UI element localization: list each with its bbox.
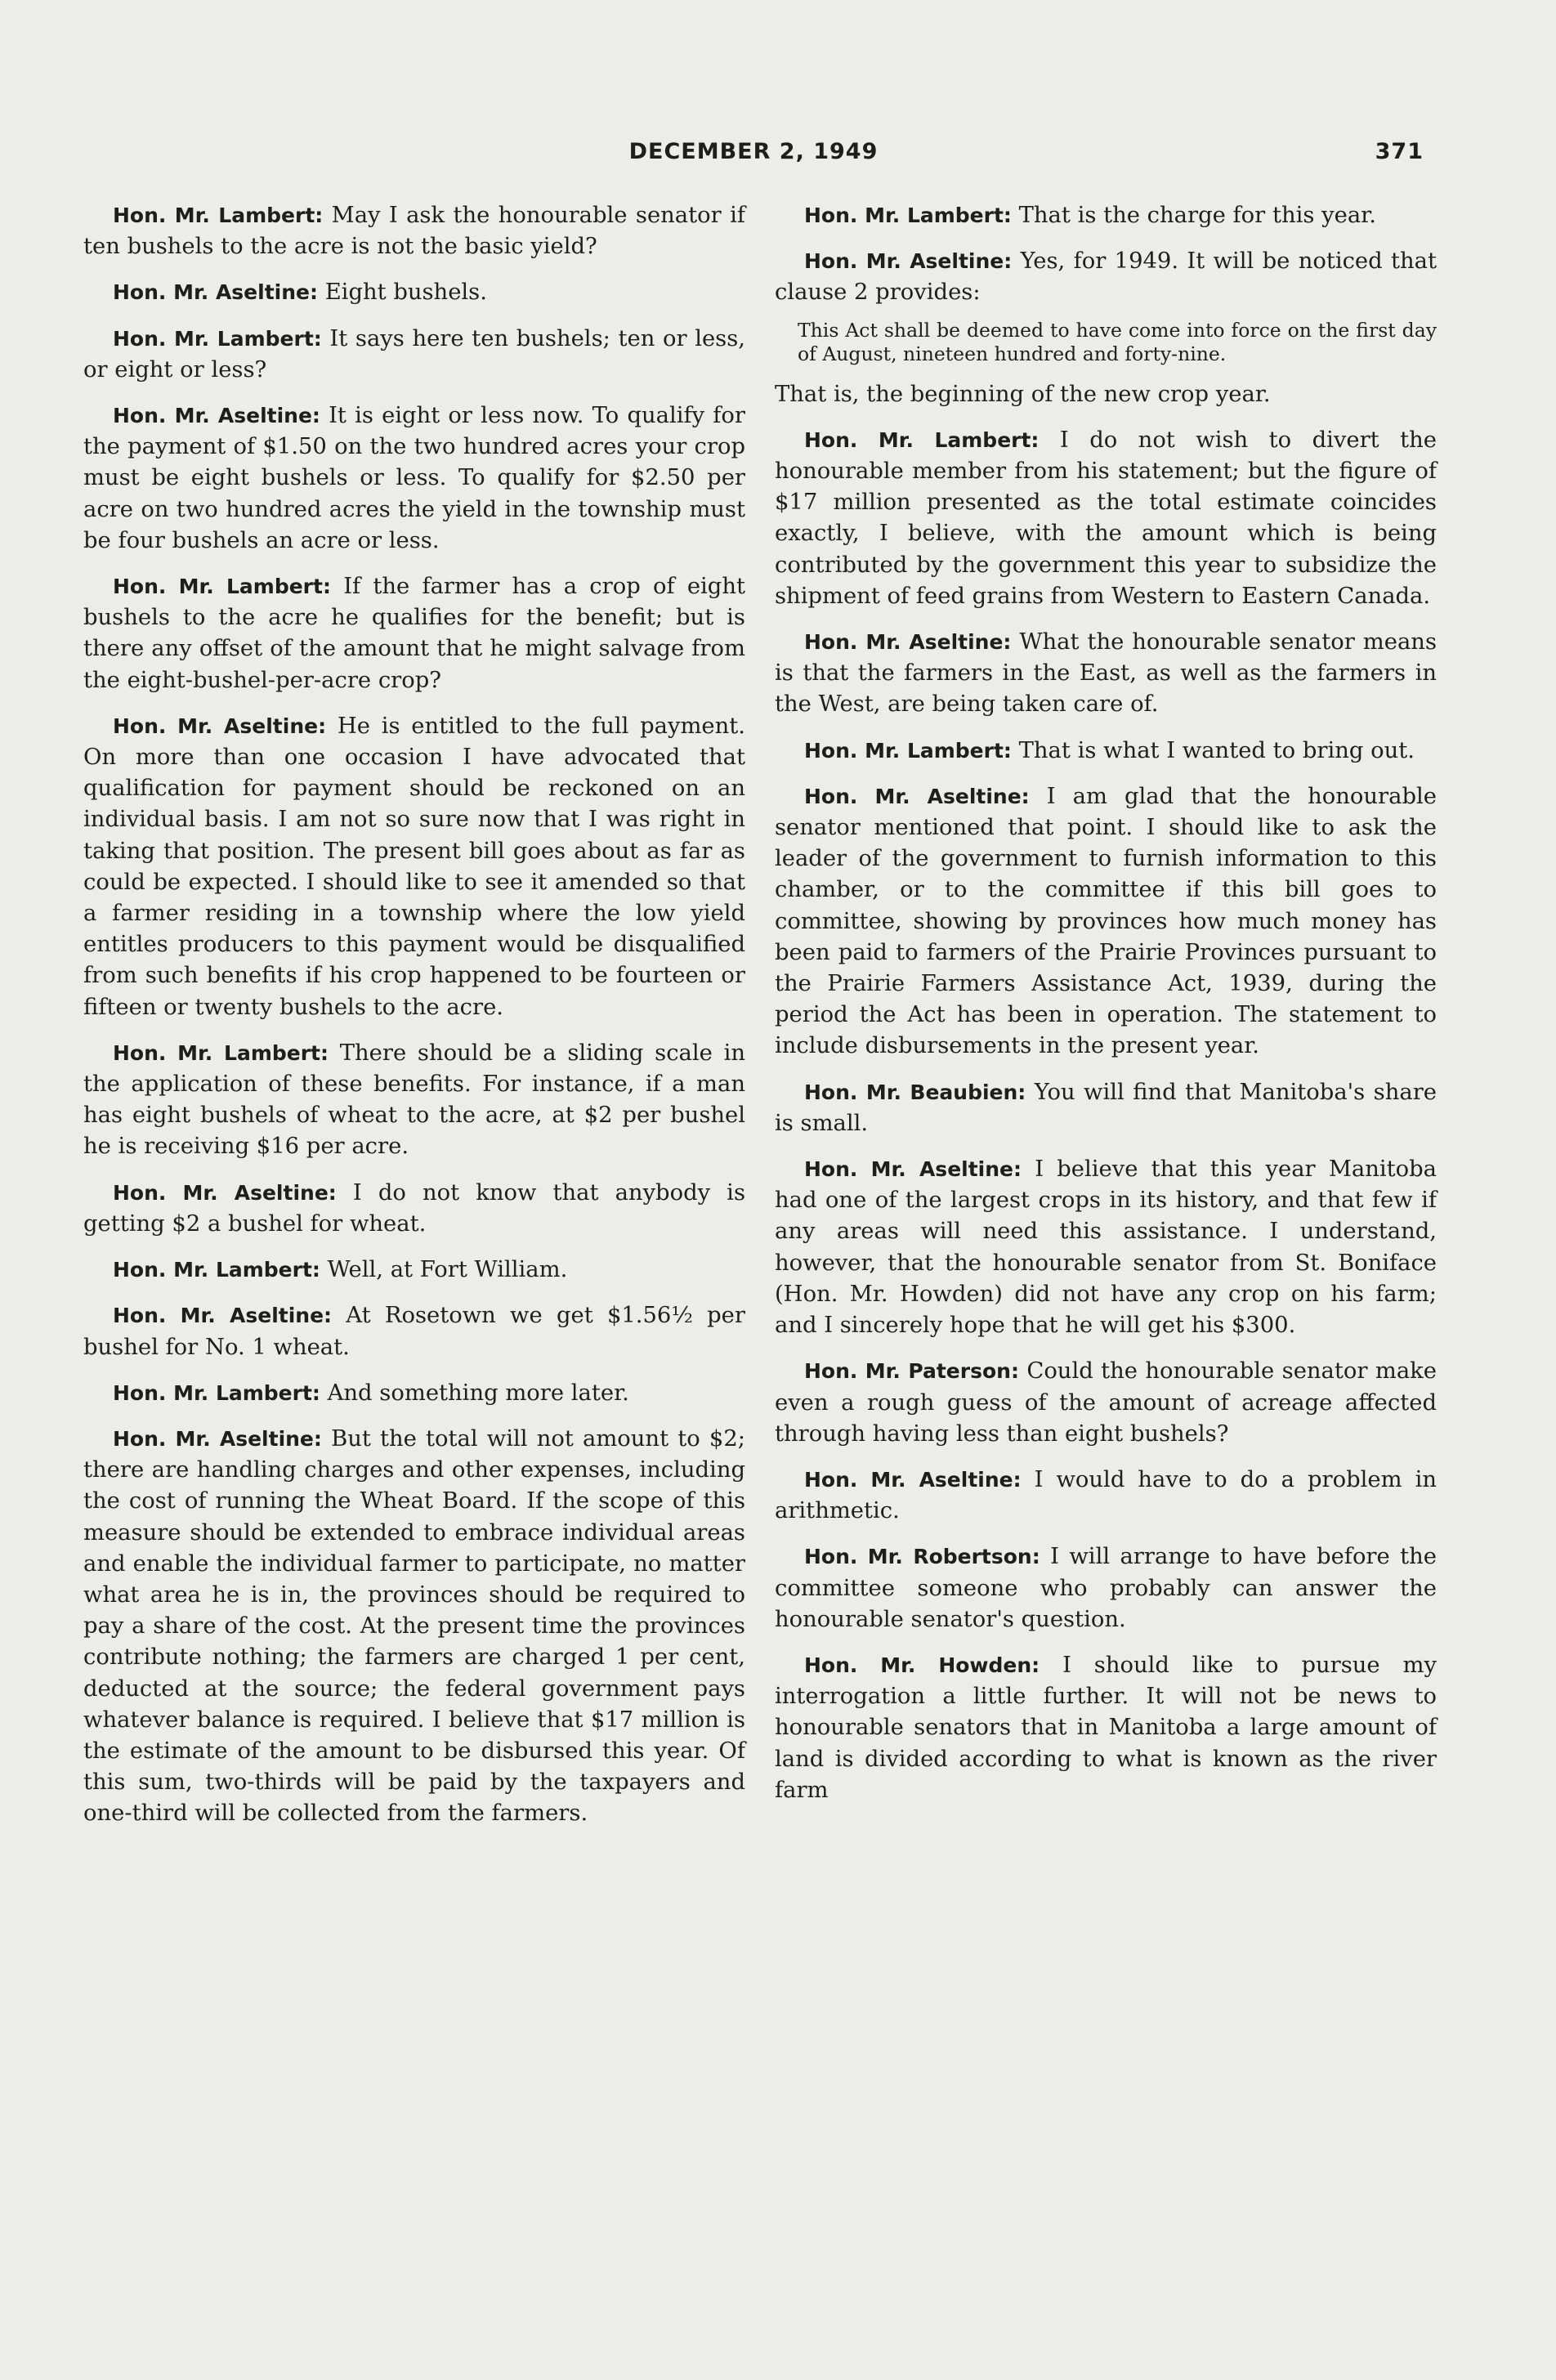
speech-text: I do not know that anybody is getting $2 a bushel for wheat.	[83, 1179, 745, 1237]
speech-paragraph	[775, 781, 1437, 1062]
speech-text: And something more later.	[327, 1380, 629, 1406]
page-header	[83, 139, 1424, 175]
speaker-name: Hon. Mr. Lambert:	[804, 738, 1012, 763]
speech-paragraph	[775, 1356, 1437, 1450]
speech-text: Yes, for 1949. It will be noticed that clause 2 provides:	[775, 248, 1437, 306]
speech-text: It says here ten bushels; ten or less, or eight or less?	[83, 325, 745, 382]
speech-paragraph	[83, 1378, 745, 1409]
speech-paragraph	[83, 324, 745, 386]
speech-paragraph	[775, 425, 1437, 612]
speech-text: What the honourable senator means is that the farmers in the East, as well as the farmers in the West, are being taken care of.	[775, 629, 1438, 718]
speech-text: I should like to pursue my interrogation a little further. It will not be news to honourable senators that in Manitoba a large amount of land is divided according to what is known as the river farm	[775, 1652, 1437, 1803]
speaker-name: Hon. Mr. Lambert:	[804, 204, 1012, 227]
speech-text: I would have to do a problem in arithmetic.	[775, 1466, 1437, 1524]
speaker-name: Hon. Mr. Lambert:	[113, 204, 324, 227]
speech-paragraph	[83, 1178, 745, 1240]
speech-paragraph	[775, 1541, 1437, 1635]
speaker-name: Hon. Mr. Aseltine:	[113, 404, 320, 428]
speech-paragraph	[83, 571, 745, 696]
speaker-name: Hon. Mr. Lambert:	[804, 427, 1040, 452]
speech-text: May I ask the honourable senator if ten bushels to the acre is not the basic yield?	[83, 203, 745, 260]
speech-paragraph	[83, 200, 745, 262]
speaker-name: Hon. Mr. Aseltine:	[113, 1304, 333, 1328]
speech-paragraph	[83, 1300, 745, 1362]
speaker-name: Hon. Mr. Lambert:	[113, 1040, 329, 1065]
speech-text: If the farmer has a crop of eight bushels to the acre he qualifies for the benefit; but is there any offset of the amount that he might salvage from the eight-bushel-per-acre crop?	[83, 574, 745, 693]
speech-text: That is what I wanted to bring out.	[1018, 737, 1415, 763]
speech-text: You will find that Manitoba's share is small.	[775, 1079, 1438, 1136]
speaker-name: Hon. Mr. Lambert:	[113, 575, 331, 599]
page-date: DECEMBER 2, 1949	[628, 139, 879, 164]
speech-paragraph	[775, 1077, 1437, 1139]
speech-text: He is entitled to the full payment. On more than one occasion I have advocated that qualification for payment should be reckoned on an individual basis. I am not so sure now that I was right in taking that position. The present bill goes about as far as could be expected. I should like to see it amended so that a farmer residing in a township where the low yield entitles producers to this payment would be disqualified from such benefits if his crop happened to be fourteen or fifteen or twenty bushels to the acre.	[83, 713, 745, 1020]
speech-text: Well, at Fort William.	[327, 1257, 568, 1283]
speaker-name: Hon. Mr. Aseltine:	[113, 1180, 337, 1205]
speech-paragraph	[775, 1154, 1437, 1341]
speech-text: It is eight or less now. To qualify for the payment of $1.50 on the two hundred acres your crop must be eight bushels or less. To qualify for $2.50 per acre on two hundred acres the yield in the township must be four bushels an acre or less.	[83, 403, 745, 553]
speech-text: I do not wish to divert the honourable member from his statement; but the figure of $17 million presented as the total estimate coincides exactly, I believe, with the amount which is being contributed by the government this year to subsidize the shipment of feed grains from Western to Eastern Canada.	[775, 427, 1437, 609]
continuation-text: That is, the beginning of the new crop year.	[775, 381, 1271, 407]
speaker-name: Hon. Mr. Aseltine:	[113, 714, 327, 738]
speech-paragraph	[83, 1424, 745, 1830]
speaker-name: Hon. Mr. Howden:	[804, 1653, 1040, 1677]
speaker-name: Hon. Mr. Aseltine:	[804, 1157, 1022, 1182]
page-number: 371	[1375, 139, 1424, 164]
speech-paragraph	[775, 736, 1437, 767]
speaker-name: Hon. Mr. Lambert:	[113, 1380, 320, 1405]
speech-paragraph	[83, 1038, 745, 1163]
speaker-name: Hon. Mr. Beaubien:	[804, 1080, 1026, 1104]
speaker-name: Hon. Mr. Aseltine:	[804, 784, 1030, 808]
speech-paragraph	[83, 711, 745, 1023]
speech-text: I believe that this year Manitoba had one of the largest crops in its history, and that few if any areas will need this assistance. I understand, however, that the honourable senator from St. Boniface (Hon. Mr. Howden) did not have any crop on his farm; and I sincerely hope that he will get his $300.	[775, 1156, 1437, 1339]
speech-text: Could the honourable senator make even a rough guess of the amount of acreage affected through having less than eight bushels?	[775, 1358, 1437, 1447]
speech-text: I am glad that the honourable senator mentioned that point. I should like to ask the leader of the government to furnish information to this chamber, or to the committee if this bill goes to committee, showing by provinces how much money has been paid to farmers of the Prairie Provinces pursuant to the Prairie Farmers Assistance Act, 1939, during the period the Act has been in operation. The statement to include disbursements in the present year.	[775, 783, 1437, 1059]
speaker-name: Hon. Mr. Aseltine:	[113, 1426, 322, 1451]
left-column	[83, 200, 745, 1845]
speech-text: But the total will not amount to $2; there are handling charges and other expenses, including the cost of running the Wheat Board. If the scope of this measure should be extended to embrace individual areas and enable the individual farmer to participate, no matter what area he is in, the provinces should be required to pay a share of the cost. At the present time the provinces contribute nothing; the farmers are charged 1 per cent, deducted at the source; the federal government pays whatever balance is required. I believe that $17 million is the estimate of the amount to be disbursed this year. Of this sum, two-thirds will be paid by the taxpayers and one-third will be collected from the farmers.	[83, 1425, 745, 1827]
speech-paragraph	[775, 246, 1437, 308]
speaker-name: Hon. Mr. Aseltine:	[804, 630, 1012, 655]
speaker-name: Hon. Mr. Aseltine:	[804, 249, 1013, 274]
speaker-name: Hon. Mr. Robertson:	[804, 1545, 1040, 1569]
speaker-name: Hon. Mr. Aseltine:	[113, 280, 318, 305]
speech-paragraph	[775, 1650, 1437, 1806]
speech-paragraph	[775, 200, 1437, 231]
speech-paragraph	[83, 1255, 745, 1286]
quoted-clause: This Act shall be deemed to have come into force on the first day of August, nineteen hundred and forty-nine.	[798, 318, 1437, 365]
speech-text: There should be a sliding scale in the application of these benefits. For instance, if a man has eight bushels of wheat to the acre, at $2 per bushel he is receiving $16 per acre.	[83, 1040, 745, 1160]
speaker-name: Hon. Mr. Aseltine:	[804, 1467, 1022, 1492]
speaker-name: Hon. Mr. Lambert:	[113, 326, 322, 351]
speech-text: At Rosetown we get $1.56½ per bushel for No. 1 wheat.	[83, 1303, 745, 1360]
speaker-name: Hon. Mr. Lambert:	[113, 1258, 320, 1282]
speech-text: I will arrange to have before the committee someone who probably can answer the honourable senator's question.	[775, 1544, 1437, 1632]
speaker-name: Hon. Mr. Paterson:	[804, 1359, 1019, 1384]
speech-paragraph	[83, 277, 745, 308]
speech-text: Eight bushels.	[324, 280, 487, 306]
speech-paragraph	[775, 627, 1437, 721]
speech-paragraph	[775, 1465, 1437, 1527]
speech-paragraph	[83, 400, 745, 557]
right-column	[775, 200, 1437, 1821]
speech-text: That is the charge for this year.	[1018, 203, 1376, 228]
